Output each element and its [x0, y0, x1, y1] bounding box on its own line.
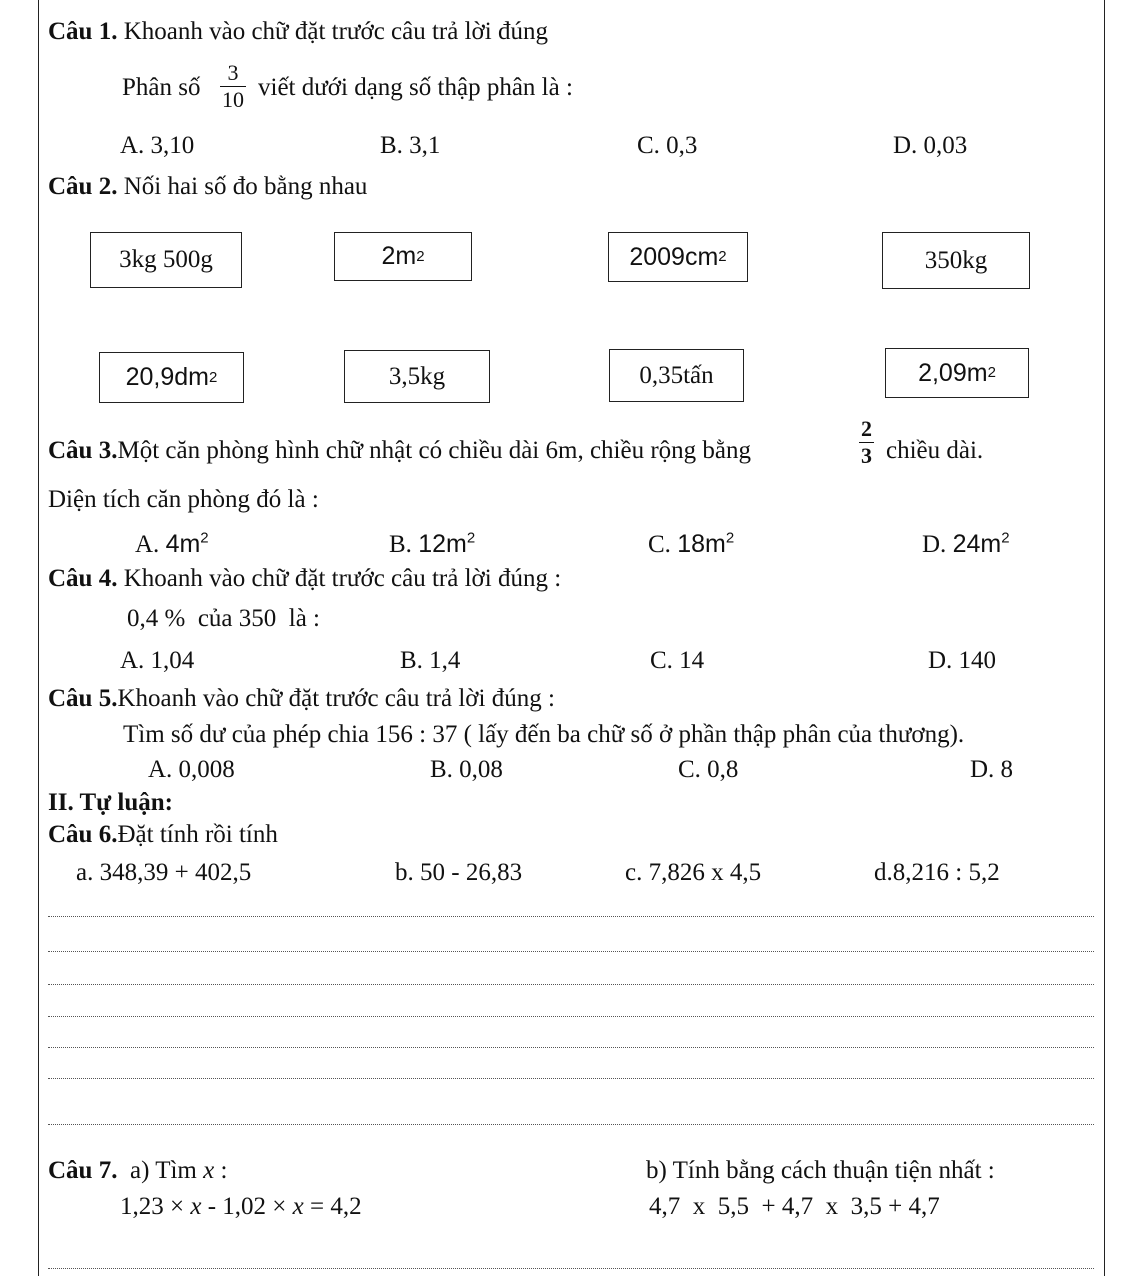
q4-option-b[interactable]: B. 1,4 — [400, 647, 461, 674]
match-value: 0,35tấn — [639, 361, 714, 389]
q1-fraction-denominator: 10 — [222, 87, 244, 112]
q5-instruction: Khoanh vào chữ đặt trước câu trả lời đúng : — [117, 685, 555, 712]
eq-part: = 4,2 — [310, 1193, 362, 1220]
q3-heading: Câu 3. — [48, 437, 118, 464]
option-letter: D. — [922, 531, 947, 558]
option-letter: C. — [648, 531, 671, 558]
eq-part: 1,23 × — [120, 1193, 185, 1220]
q4-option-c[interactable]: C. 14 — [650, 647, 705, 674]
item-expr: 7,826 x 4,5 — [648, 859, 762, 886]
section2-heading: II. Tự luận: — [48, 789, 174, 816]
q7-part-a-label: a) Tìm — [129, 1157, 197, 1184]
answer-line[interactable] — [48, 1016, 1094, 1017]
q5-option-c[interactable]: C. 0,8 — [678, 756, 739, 783]
q4-option-a[interactable]: A. 1,04 — [120, 647, 195, 674]
answer-line[interactable] — [48, 1047, 1094, 1048]
match-box-3-5kg[interactable] — [344, 350, 490, 403]
q7-part-a-equation — [120, 1194, 362, 1219]
eq-var: x — [190, 1193, 202, 1220]
eq-part: - 1,02 × — [207, 1193, 287, 1220]
match-box-3kg500g[interactable] — [90, 232, 242, 288]
q3-line — [48, 438, 751, 463]
q1-stem-before: Phân số — [122, 74, 201, 101]
q7-part-a-colon: : — [220, 1157, 228, 1184]
item-label: d. — [874, 859, 893, 886]
eq-var: x — [292, 1193, 304, 1220]
q6-line — [48, 822, 278, 847]
q4-instruction: Khoanh vào chữ đặt trước câu trả lời đúng : — [123, 565, 562, 592]
q5-line — [48, 686, 555, 711]
match-box-0-35tan[interactable] — [609, 349, 744, 402]
q6-item-a — [76, 860, 251, 885]
q3-fraction-numerator: 2 — [861, 416, 872, 441]
match-value: 3kg 500g — [119, 246, 213, 273]
match-value: 2,09m — [918, 358, 988, 387]
q6-instruction: Đặt tính rồi tính — [117, 821, 278, 848]
option-value: 4m — [165, 530, 201, 558]
q3-stem-after: chiều dài. — [886, 437, 984, 464]
q3-option-b[interactable] — [389, 529, 476, 558]
q7-part-b-expr: 4,7 x 5,5 + 4,7 x 3,5 + 4,7 — [649, 1193, 940, 1220]
item-expr: 8,216 : 5,2 — [892, 859, 1000, 886]
q3-fraction — [859, 418, 874, 467]
q1-option-d[interactable]: D. 0,03 — [893, 132, 968, 159]
match-box-2-09m2[interactable]: 2,09m 2 — [885, 348, 1029, 398]
item-label: a. — [76, 859, 94, 886]
q1-option-c[interactable]: C. 0,3 — [637, 132, 698, 159]
q1-heading: Câu 1. — [48, 18, 118, 45]
q3-stem-before: Một căn phòng hình chữ nhật có chiều dài 6m, chiều rộng bằng — [117, 437, 752, 464]
q4-option-d[interactable]: D. 140 — [928, 647, 997, 674]
q4-stem: 0,4 % của 350 là : — [127, 605, 321, 632]
q4-line — [48, 566, 561, 591]
answer-line[interactable] — [48, 951, 1094, 952]
match-box-2009cm2[interactable]: 2009cm 2 — [608, 232, 748, 282]
item-expr: 348,39 + 402,5 — [99, 859, 252, 886]
match-value: 2009cm — [629, 242, 719, 271]
option-value: 18m — [677, 530, 726, 558]
q7-part-b-label: b) Tính bằng cách thuận tiện nhất : — [646, 1157, 995, 1184]
match-value: 2m — [381, 242, 417, 270]
q3-line2: Diện tích căn phòng đó là : — [48, 486, 319, 513]
answer-line[interactable] — [48, 984, 1094, 985]
option-sup: 2 — [466, 529, 476, 547]
q5-option-b[interactable]: B. 0,08 — [430, 756, 503, 783]
q6-item-b — [395, 860, 522, 885]
answer-line[interactable] — [48, 1124, 1094, 1125]
match-box-2m2[interactable]: 2m 2 — [334, 232, 472, 281]
match-box-350kg[interactable] — [882, 232, 1030, 289]
left-border — [38, 0, 39, 1276]
q1-option-b[interactable]: B. 3,1 — [380, 132, 441, 159]
q4-heading: Câu 4. — [48, 565, 118, 592]
option-sup: 2 — [725, 529, 735, 547]
item-expr: 50 - 26,83 — [420, 859, 523, 886]
q6-item-c — [625, 860, 761, 885]
q1-fraction — [220, 62, 246, 111]
q5-option-d[interactable]: D. 8 — [970, 756, 1014, 783]
q1-stem-after: viết dưới dạng số thập phân là : — [258, 74, 573, 101]
q5-heading: Câu 5. — [48, 685, 118, 712]
item-label: c. — [625, 859, 643, 886]
q7-heading: Câu 7. — [48, 1157, 118, 1184]
q5-stem: Tìm số dư của phép chia 156 : 37 ( lấy đến ba chữ số ở phần thập phân của thương). — [123, 721, 965, 748]
q2-line — [48, 174, 367, 199]
q2-heading: Câu 2. — [48, 173, 118, 200]
q2-instruction: Nối hai số đo bằng nhau — [123, 173, 368, 200]
match-value: 3,5kg — [388, 362, 446, 390]
match-value: 20,9dm — [125, 363, 210, 391]
q3-option-d[interactable] — [922, 529, 1010, 558]
q3-option-c[interactable] — [648, 529, 735, 558]
answer-line[interactable] — [48, 1268, 1094, 1269]
q3-fraction-denominator: 3 — [861, 443, 872, 468]
option-sup: 2 — [200, 529, 209, 547]
option-letter: A. — [135, 531, 160, 558]
q3-option-a[interactable] — [135, 529, 209, 558]
q1-option-a[interactable]: A. 3,10 — [120, 132, 195, 159]
q1-line — [48, 19, 548, 44]
option-value: 24m — [952, 530, 1002, 558]
option-letter: B. — [389, 531, 412, 558]
answer-line[interactable] — [48, 1078, 1094, 1079]
q6-item-d — [874, 860, 1000, 885]
answer-line[interactable] — [48, 916, 1094, 917]
item-label: b. — [395, 859, 414, 886]
right-border — [1104, 0, 1105, 1276]
match-box-20-9dm2[interactable]: 20,9dm 2 — [99, 352, 244, 403]
q5-option-a[interactable]: A. 0,008 — [148, 756, 235, 783]
match-value: 350kg — [924, 246, 988, 274]
option-sup: 2 — [1001, 529, 1010, 547]
option-value: 12m — [418, 530, 467, 558]
q7-line-a — [48, 1158, 227, 1183]
q1-instruction: Khoanh vào chữ đặt trước câu trả lời đúng — [123, 18, 548, 45]
q7-part-a-var: x — [203, 1157, 215, 1184]
q6-heading: Câu 6. — [48, 821, 118, 848]
q1-fraction-numerator: 3 — [227, 60, 239, 85]
